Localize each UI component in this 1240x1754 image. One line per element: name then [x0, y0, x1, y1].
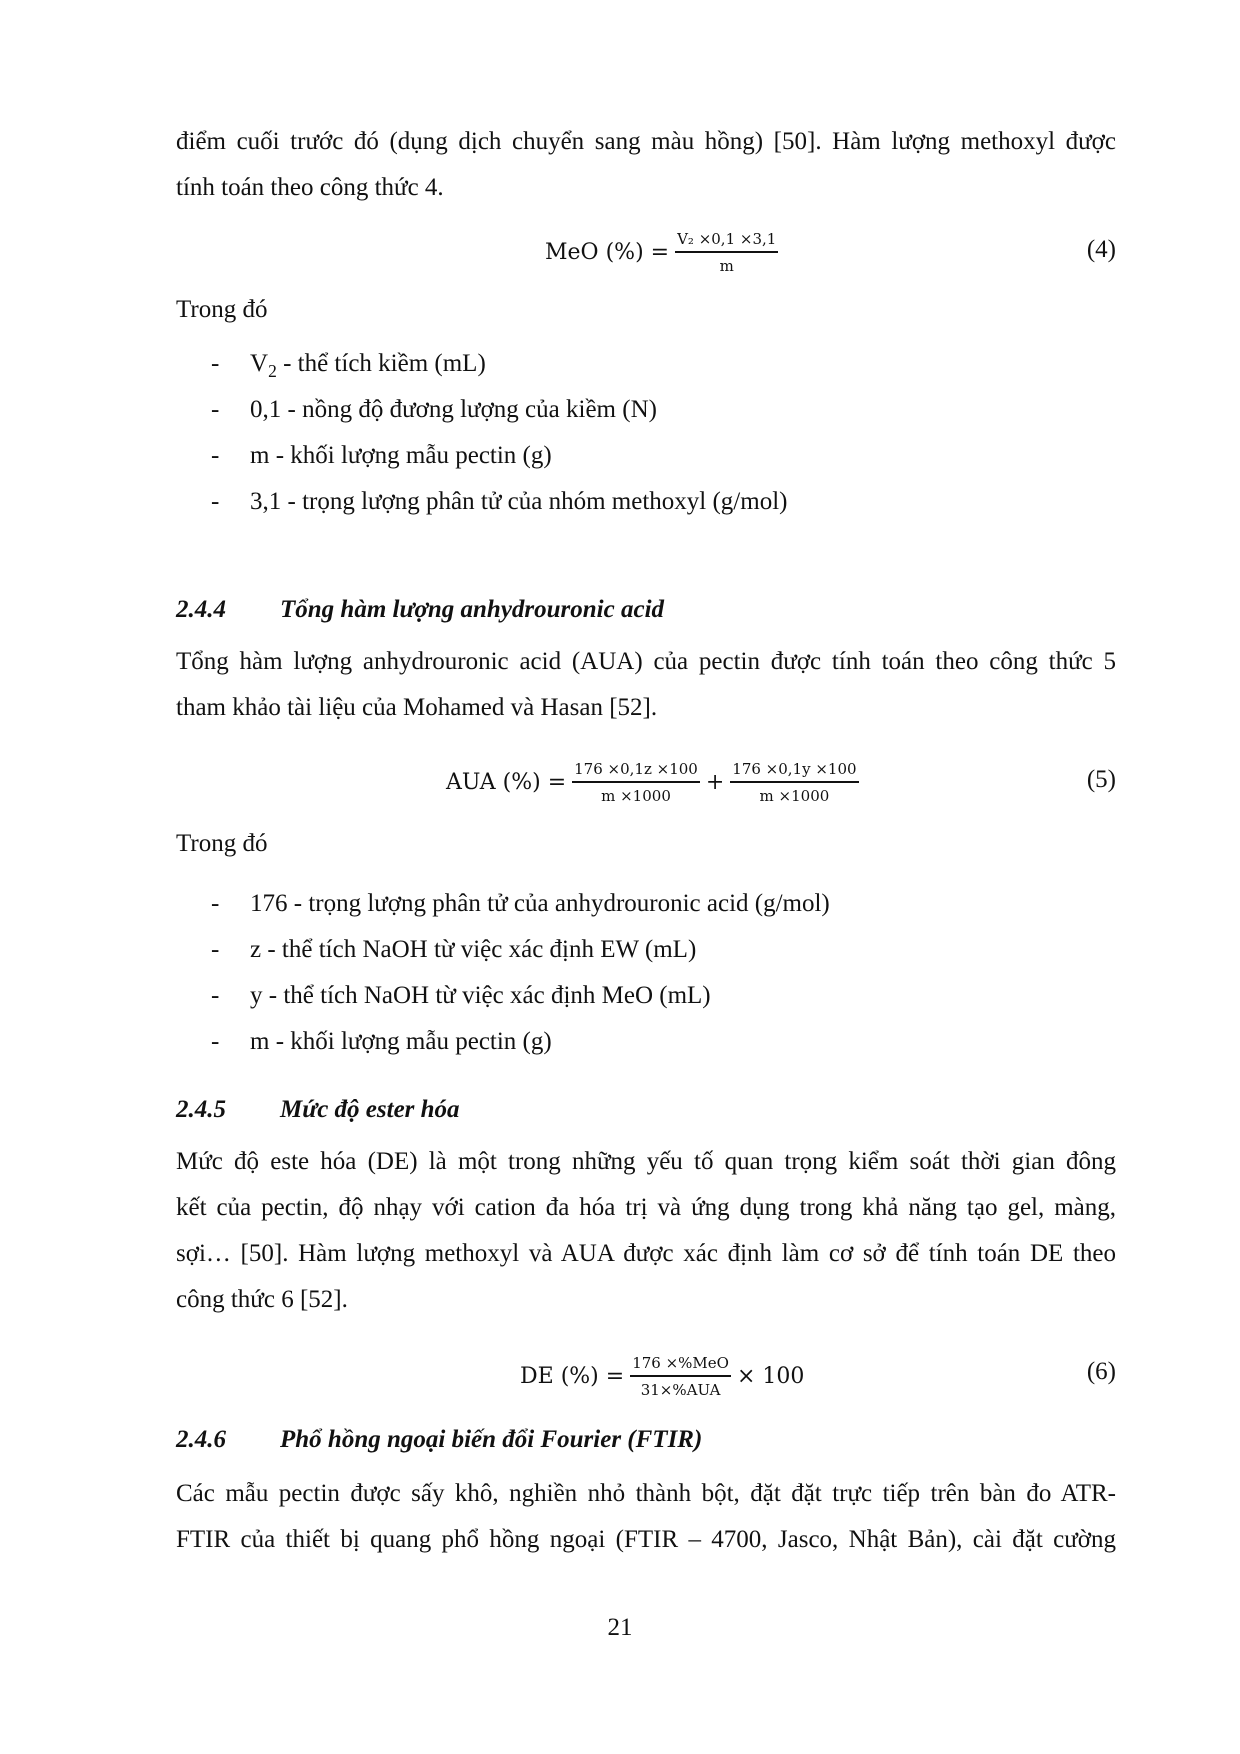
section-number: 2.4.6: [176, 1426, 226, 1453]
section-heading-2-4-6: [176, 1426, 702, 1454]
para-245-line-1: Mức độ este hóa (DE) là một trong những yếu tố quan trọng kiểm soát thời gian đông: [176, 1148, 1116, 1175]
section-heading-2-4-4: [176, 596, 664, 624]
eq5-denominator-1: m ×1000: [601, 786, 671, 805]
section-heading-2-4-5: [176, 1096, 460, 1124]
equation-6-number: (6): [1086, 1358, 1116, 1385]
eq5-numerator-2: 176 ×0,1y ×100: [730, 759, 858, 783]
section-number: 2.4.5: [176, 1096, 226, 1123]
list-item: [0, 488, 1240, 528]
list-item: [0, 936, 1240, 976]
eq4-denominator: m: [719, 256, 734, 275]
eq4-lhs: MeO (%) =: [545, 239, 670, 265]
symbol: V: [250, 350, 269, 377]
item-text: z - thể tích NaOH từ việc xác định EW (mL): [250, 936, 697, 963]
eq6-fraction: [630, 1353, 731, 1400]
where-label-2: Trong đó: [176, 830, 268, 857]
para-245-line-3: sợi… [50]. Hàm lượng methoxyl và AUA được xác định làm cơ sở để tính toán DE theo: [176, 1240, 1116, 1267]
eq4-fraction: [675, 229, 778, 276]
section-number: 2.4.4: [176, 596, 226, 623]
para-244-line-2: tham khảo tài liệu của Mohamed và Hasan [52].: [176, 694, 658, 721]
eq5-plus: +: [705, 769, 725, 795]
list-item: [0, 1028, 1240, 1068]
eq6-numerator: 176 ×%MeO: [630, 1353, 731, 1377]
item-text: 3,1 - trọng lượng phân tử của nhóm methoxyl (g/mol): [250, 488, 788, 515]
item-text: 176 - trọng lượng phân tử của anhydrouronic acid (g/mol): [250, 890, 830, 917]
list-item: [0, 396, 1240, 436]
item-text: - thể tích kiềm (mL): [276, 350, 486, 377]
equation-5-number: (5): [1086, 766, 1116, 793]
bullet-dash: -: [211, 1028, 220, 1055]
intro-line-1: điểm cuối trước đó (dụng dịch chuyển sang màu hồng) [50]. Hàm lượng methoxyl được: [176, 128, 1116, 155]
item-text: m - khối lượng mẫu pectin (g): [250, 1028, 552, 1055]
bullet-dash: -: [211, 982, 220, 1009]
eq5-denominator-2: m ×1000: [759, 786, 830, 805]
section-title: Tổng hàm lượng anhydrouronic acid: [280, 596, 665, 623]
eq5-fraction-2: [730, 759, 858, 806]
para-246-line-1: Các mẫu pectin được sấy khô, nghiền nhỏ thành bột, đặt đặt trực tiếp trên bàn đo ATR-: [176, 1480, 1116, 1507]
where-label-1: Trong đó: [176, 296, 268, 323]
eq5-lhs: AUA (%) =: [446, 769, 567, 795]
intro-line-2: tính toán theo công thức 4.: [176, 174, 444, 201]
equation-5: [446, 752, 865, 812]
eq5-numerator-1: 176 ×0,1z ×100: [572, 759, 700, 783]
eq4-numerator: V₂ ×0,1 ×3,1: [675, 229, 778, 253]
section-title: Mức độ ester hóa: [280, 1096, 460, 1123]
eq6-denominator: 31×%AUA: [640, 1380, 721, 1399]
list-item: [0, 890, 1240, 930]
item-text: y - thể tích NaOH từ việc xác định MeO (mL): [250, 982, 711, 1009]
bullet-dash: -: [211, 442, 220, 469]
bullet-dash: -: [211, 488, 220, 515]
bullet-dash: -: [211, 396, 220, 423]
item-text: m - khối lượng mẫu pectin (g): [250, 442, 552, 469]
bullet-dash: -: [211, 350, 220, 377]
para-246-line-2: FTIR của thiết bị quang phổ hồng ngoại (FTIR – 4700, Jasco, Nhật Bản), cài đặt cường: [176, 1526, 1116, 1553]
subscript: 2: [268, 361, 277, 381]
list-item: [0, 982, 1240, 1022]
equation-4-number: (4): [1086, 236, 1116, 263]
section-title: Phổ hồng ngoại biến đổi Fourier (FTIR): [280, 1426, 703, 1453]
eq6-multiplier: × 100: [736, 1363, 805, 1389]
equation-6: [520, 1346, 804, 1406]
bullet-dash: -: [211, 936, 220, 963]
list-item: [0, 350, 1240, 390]
para-244-line-1: Tổng hàm lượng anhydrouronic acid (AUA) của pectin được tính toán theo công thức 5: [176, 648, 1116, 675]
eq6-lhs: DE (%) =: [520, 1363, 625, 1389]
item-text: 0,1 - nồng độ đương lượng của kiềm (N): [250, 396, 657, 423]
page-number: 21: [607, 1614, 633, 1641]
equation-4: [545, 222, 784, 282]
list-item: [0, 442, 1240, 482]
para-245-line-4: công thức 6 [52].: [176, 1286, 348, 1313]
para-245-line-2: kết của pectin, độ nhạy với cation đa hóa trị và ứng dụng trong khả năng tạo gel, màng,: [176, 1194, 1116, 1221]
bullet-dash: -: [211, 890, 220, 917]
eq5-fraction-1: [572, 759, 700, 806]
